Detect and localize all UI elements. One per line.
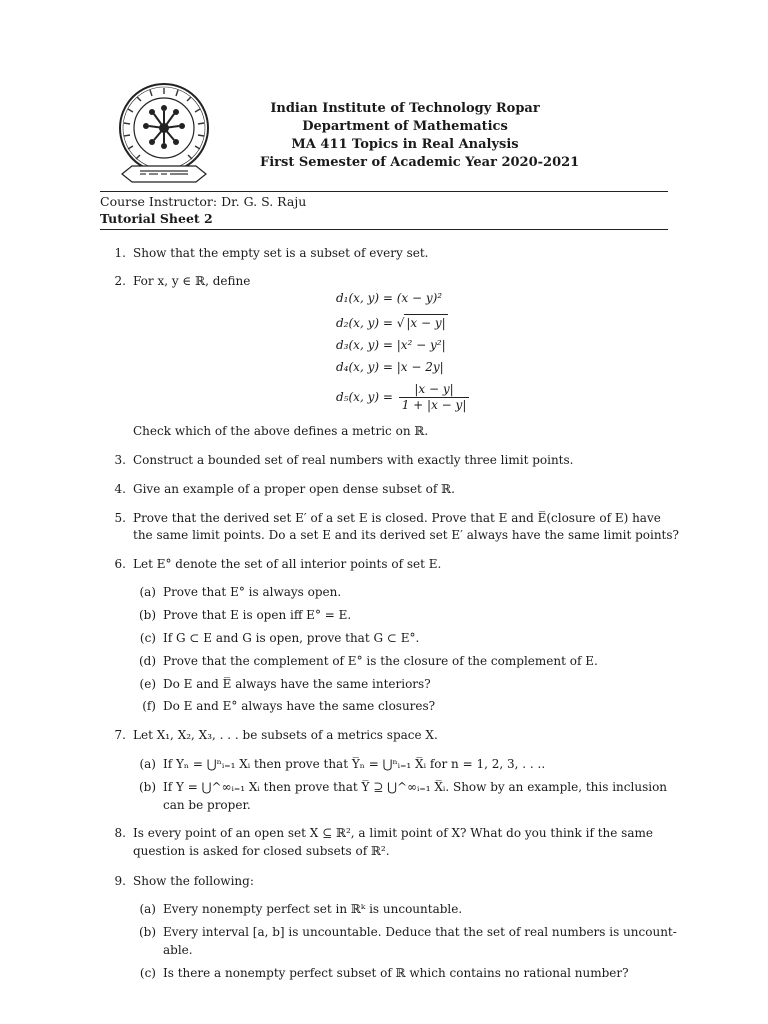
metric-d5-numerator: |x − y|: [399, 382, 470, 398]
metric-d3: d₃(x, y) = |x² − y²|: [336, 338, 446, 352]
metric-d2: [336, 314, 448, 331]
q6e-text: Do E and E̅ always have the same interiors?: [163, 677, 431, 691]
q8-line1: Is every point of an open set X ⊆ ℝ², a limit point of X? What do you think if the same: [133, 826, 653, 840]
q7a-label: (a): [139, 757, 156, 771]
q7b-text: If Y = ⋃^∞ᵢ₌₁ Xᵢ then prove that Y̅ ⊇ ⋃^∞ᵢ₌₁ X̅ᵢ. Show by an example, this inclusion: [163, 780, 668, 794]
q9b-text: Every interval [a, b] is uncountable. Deduce that the set of real numbers is uncount-: [163, 925, 677, 939]
q9b-text-cont: able.: [163, 943, 193, 957]
metric-d4: d₄(x, y) = |x − 2y|: [336, 360, 444, 374]
q4-text: Give an example of a proper open dense subset of ℝ.: [133, 482, 455, 496]
q7a-text: If Yₙ = ⋃ⁿᵢ₌₁ Xᵢ then prove that Y̅ₙ = ⋃ⁿᵢ₌₁ X̅ᵢ for n = 1, 2, 3, . . ..: [163, 757, 546, 771]
q3-number: 3.: [114, 453, 126, 467]
course-instructor: Course Instructor: Dr. G. S. Raju: [100, 194, 307, 209]
metric-d5-fraction: [399, 382, 470, 413]
metric-d2-lhs: d₂(x, y) =: [336, 316, 393, 330]
sheet-title: Tutorial Sheet 2: [100, 211, 213, 226]
q5-line1: Prove that the derived set E′ of a set E is closed. Prove that E and E̅(closure of E) have: [133, 511, 661, 525]
q2-outro: Check which of the above defines a metric on ℝ.: [133, 424, 429, 438]
q6f-label: (f): [142, 699, 156, 713]
q6a-text: Prove that E° is always open.: [163, 585, 342, 599]
q9a-label: (a): [139, 902, 156, 916]
q6-number: 6.: [114, 557, 126, 571]
q9-text: Show the following:: [133, 874, 254, 888]
q7-number: 7.: [114, 728, 126, 742]
metric-d5: [336, 382, 469, 413]
q6-text: Let E° denote the set of all interior points of set E.: [133, 557, 442, 571]
header-rule-top: [100, 191, 668, 192]
q3-text: Construct a bounded set of real numbers with exactly three limit points.: [133, 453, 574, 467]
q6c-label: (c): [139, 631, 156, 645]
header-rule-bottom: [100, 229, 668, 230]
q9b-label: (b): [138, 925, 156, 939]
title-block: [260, 100, 580, 172]
q2-number: 2.: [114, 274, 126, 288]
metric-d5-lhs: d₅(x, y) =: [336, 390, 393, 404]
q6d-text: Prove that the complement of E° is the closure of the complement of E.: [163, 654, 598, 668]
metric-d5-denominator: 1 + |x − y|: [401, 398, 467, 412]
q5-line2: the same limit points. Do a set E and its derived set E′ always have the same limit points?: [133, 528, 679, 542]
q6e-label: (e): [139, 677, 156, 691]
q2-intro: For x, y ∈ ℝ, define: [133, 274, 251, 288]
q8-number: 8.: [114, 826, 126, 840]
q7b-label: (b): [138, 780, 156, 794]
q6b-label: (b): [138, 608, 156, 622]
q9-number: 9.: [114, 874, 126, 888]
q6f-text: Do E and E° always have the same closures?: [163, 699, 436, 713]
q6c-text: If G ⊂ E and G is open, prove that G ⊂ E°.: [163, 631, 420, 645]
institute-name: Indian Institute of Technology Ropar: [270, 101, 540, 116]
q7-text: Let X₁, X₂, X₃, . . . be subsets of a metrics space X.: [133, 728, 438, 742]
department-name: Department of Mathematics: [302, 119, 508, 134]
q1-text: Show that the empty set is a subset of every set.: [133, 246, 429, 260]
iit-ropar-logo: [116, 82, 212, 194]
q6a-label: (a): [139, 585, 156, 599]
q5-number: 5.: [114, 511, 126, 525]
q9c-text: Is there a nonempty perfect subset of ℝ which contains no rational number?: [163, 966, 629, 980]
q9a-text: Every nonempty perfect set in ℝᵏ is uncountable.: [163, 902, 463, 916]
q1-number: 1.: [114, 246, 126, 260]
sqrt-icon: √: [396, 316, 405, 330]
q4-number: 4.: [114, 482, 126, 496]
q7b-text-cont: can be proper.: [163, 798, 251, 812]
course-title: MA 411 Topics in Real Analysis: [291, 137, 519, 152]
q8-line2: question is asked for closed subsets of ℝ².: [133, 844, 390, 858]
q6b-text: Prove that E is open iff E° = E.: [163, 608, 352, 622]
q6d-label: (d): [138, 654, 156, 668]
metric-d1: d₁(x, y) = (x − y)²: [336, 291, 443, 305]
semester-line: First Semester of Academic Year 2020-2021: [260, 155, 580, 170]
metric-d2-radicand: |x − y|: [406, 316, 446, 330]
q9c-label: (c): [139, 966, 156, 980]
logo-seal-icon: [116, 82, 212, 194]
